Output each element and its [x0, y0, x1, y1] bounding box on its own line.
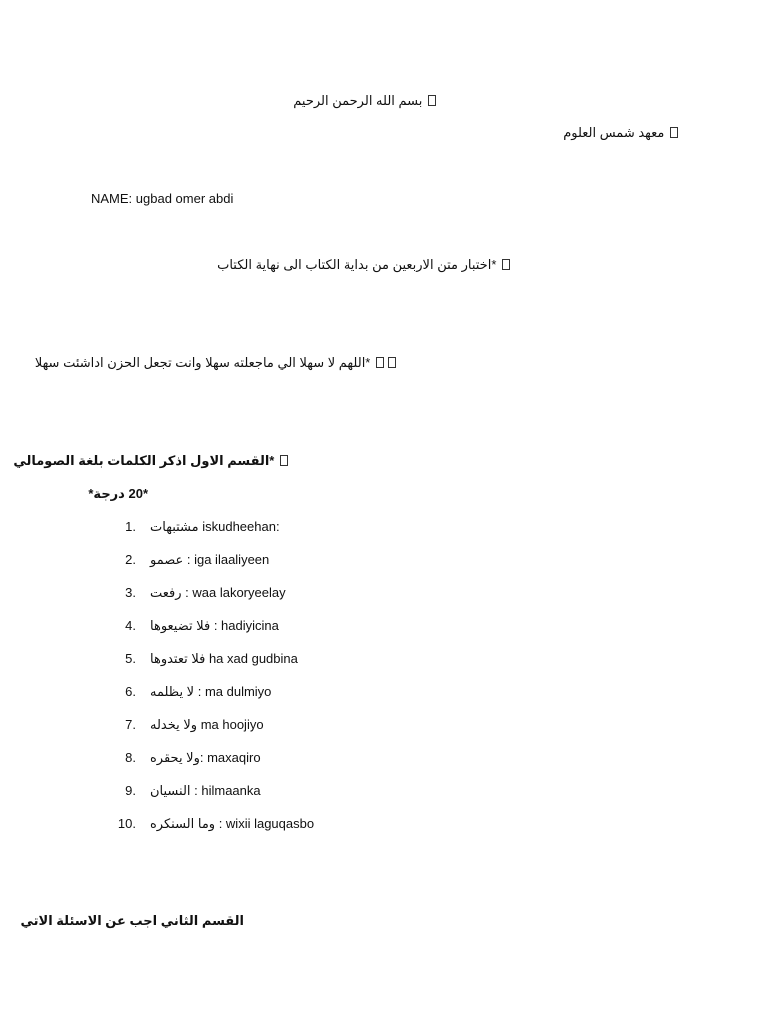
- list-item-number: 10.: [117, 816, 136, 831]
- section1-marks: *20 درجة*: [88, 486, 148, 501]
- list-item-number: 5.: [125, 651, 136, 666]
- list-item-somali-translation: iskudheehan:: [198, 519, 280, 534]
- list-item-number: 4.: [125, 618, 136, 633]
- list-item-somali-translation: ma hoojiyo: [197, 717, 264, 732]
- list-item-number: 6.: [125, 684, 136, 699]
- list-item-number: 3.: [125, 585, 136, 600]
- exam-title-line: [217, 256, 512, 274]
- missing-glyph-icon: [670, 127, 678, 138]
- section1-heading-line: [13, 452, 290, 470]
- list-item: [110, 650, 510, 683]
- list-item-somali-translation: : hilmaanka: [190, 783, 261, 798]
- list-item: [110, 551, 510, 584]
- missing-glyph-icon: [280, 455, 288, 466]
- list-item-arabic-term: فلا تضيعوها: [150, 618, 211, 633]
- vocabulary-list: [110, 518, 510, 848]
- institute-line: [560, 124, 680, 142]
- list-item-number: 8.: [125, 750, 136, 765]
- list-item: [110, 584, 510, 617]
- list-item-somali-translation: : maxaqiro: [199, 750, 261, 765]
- list-item-arabic-term: لا يظلمه: [150, 684, 195, 699]
- list-item: [110, 518, 510, 551]
- section1-heading: *القسم الاول اذكر الكلمات بلغة الصومالي: [13, 453, 275, 468]
- list-item-arabic-term: رفعت: [150, 585, 182, 600]
- list-item-arabic-term: ولا يخدله: [150, 717, 198, 732]
- list-item-somali-translation: : ma dulmiyo: [194, 684, 272, 699]
- student-name-line: [91, 190, 233, 208]
- list-item-arabic-term: النسيان: [150, 783, 191, 798]
- exam-title: *اختبار متن الاربعين من بداية الكتاب الى نهاية الكتاب: [217, 257, 497, 272]
- missing-glyph-icon: [388, 357, 396, 368]
- list-item-somali-translation: ha xad gudbina: [205, 651, 298, 666]
- list-item-somali-translation: : iga ilaaliyeen: [183, 552, 270, 567]
- basmala-text: بسم الله الرحمن الرحيم: [293, 93, 423, 108]
- list-item-arabic-term: ولا يحقره: [150, 750, 200, 765]
- list-item-arabic-term: مشتبهات: [150, 519, 199, 534]
- missing-glyph-icon: [376, 357, 384, 368]
- list-item-arabic-term: فلا تعتدوها: [150, 651, 206, 666]
- list-item: [110, 716, 510, 749]
- missing-glyph-icon: [502, 259, 510, 270]
- section1-marks-line: [88, 485, 148, 503]
- list-item: [110, 683, 510, 716]
- list-item-number: 2.: [125, 552, 136, 567]
- list-item-somali-translation: : wixii laguqasbo: [215, 816, 315, 831]
- list-item-somali-translation: : hadiyicina: [210, 618, 279, 633]
- list-item: [110, 749, 510, 782]
- student-name: NAME: ugbad omer abdi: [91, 191, 234, 206]
- dua-text: *اللهم لا سهلا الي ماجعلته سهلا وانت تجعل الحزن اداشئت سهلا: [34, 355, 371, 370]
- list-item: [110, 617, 510, 650]
- list-item-number: 9.: [125, 783, 136, 798]
- institute-name: معهد شمس العلوم: [563, 125, 665, 140]
- list-item: [110, 782, 510, 815]
- missing-glyph-icon: [428, 95, 436, 106]
- list-item: [110, 815, 510, 848]
- list-item-somali-translation: : waa lakoryeelay: [181, 585, 286, 600]
- list-item-number: 7.: [125, 717, 136, 732]
- list-item-number: 1.: [125, 519, 136, 534]
- section2-heading-line: [20, 912, 244, 930]
- basmala-line: [293, 92, 438, 110]
- dua-line: [34, 354, 398, 372]
- list-item-arabic-term: عصمو: [150, 552, 184, 567]
- section2-heading: القسم الثاني اجب عن الاسئلة الاتي: [20, 913, 244, 928]
- list-item-arabic-term: وما السنكره: [150, 816, 216, 831]
